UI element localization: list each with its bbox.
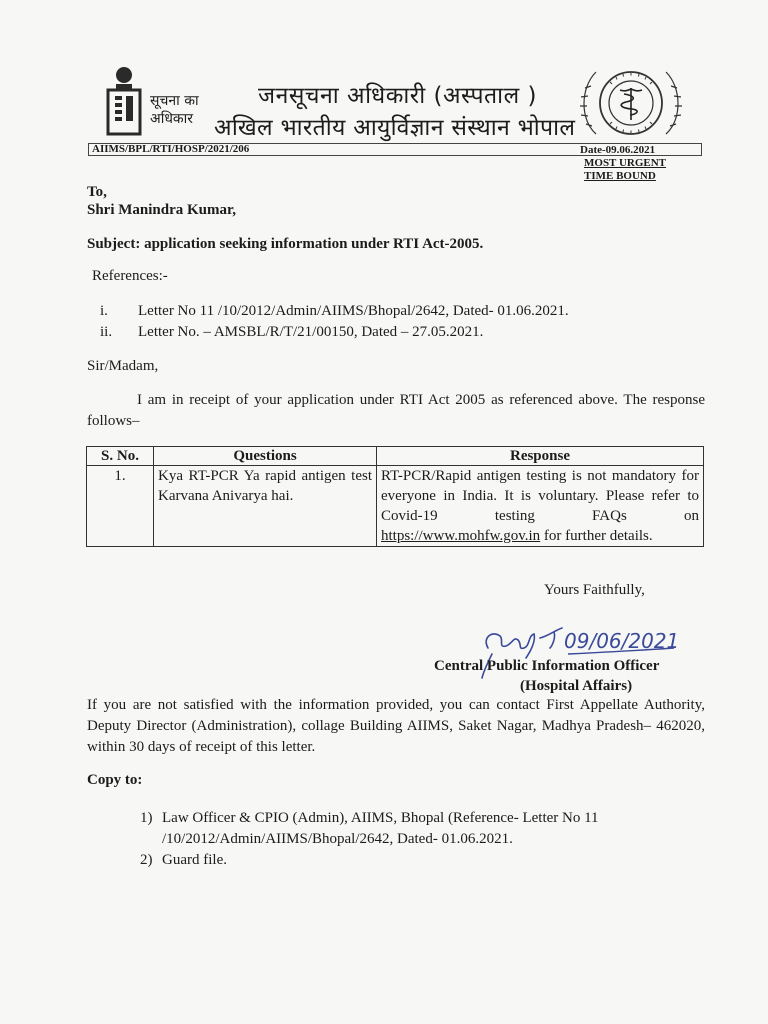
reference-number: AIIMS/BPL/RTI/HOSP/2021/206	[92, 143, 250, 155]
row-question: Kya RT-PCR Ya rapid antigen test Karvana Anivarya hai.	[154, 466, 377, 547]
row-response: RT-PCR/Rapid antigen testing is not mandatory for everyone in India. It is voluntary. Please refer to Covid-19 testing FAQs on https://www.mohfw.gov.in for further details.	[377, 466, 704, 547]
appeal-note: If you are not satisfied with the information provided, you can contact First Appellate Authority, Deputy Director (Administration), collage Building AIIMS, Saket Nagar, Madhya Pradesh– 462020, within 30 days of receipt of this letter.	[87, 697, 705, 755]
table-row	[87, 466, 704, 547]
subject-line: Subject: application seeking information under RTI Act-2005.	[87, 236, 484, 252]
rti-response-table	[86, 446, 704, 547]
intro-paragraph: I am in receipt of your application under RTI Act 2005 as referenced above. The response follows–	[87, 392, 705, 429]
officer-department: (Hospital Affairs)	[520, 678, 633, 694]
header-sno: S. No.	[87, 447, 154, 466]
priority-stamp: MOST URGENT TIME BOUND	[584, 157, 667, 182]
references-label: References:-	[92, 268, 168, 284]
header-response: Response	[377, 447, 704, 466]
rti-logo-text: सूचना का अधिकार	[150, 93, 199, 127]
svg-text:09/06/2021: 09/06/2021	[564, 629, 680, 653]
institute-title-hindi: अखिल भारतीय आयुर्विज्ञान संस्थान भोपाल	[214, 115, 576, 141]
officer-designation: Central Public Information Officer	[434, 658, 660, 674]
rti-logo-icon	[104, 66, 144, 138]
header-questions: Questions	[154, 447, 377, 466]
copy-to-label: Copy to:	[87, 772, 143, 788]
letter-date: Date-09.06.2021	[580, 144, 656, 156]
office-title-hindi: जनसूचना अधिकारी (अस्पताल )	[258, 83, 537, 109]
rti-response-letter: सूचना का अधिकार जनसूचना अधिकारी (अस्पताल ) अखिल भारतीय आयुर्विज्ञान संस्थान भोपाल AIIMS/BPL/RTI/HOSP/2021/206 Date-09.06.2021 MOST URGENT TIME BOUND To, Shri Manindra Kumar, Subject: application seeking information under RTI Act-2005. References:- i. Letter No 11 /10/2012/Admin/AIIMS/Bhopal/2642, Dated- 01.06.2021. ii. Letter No. – AMSBL/R/T/21/00150, Dated – 27.05.2021. Sir/Madam, I am in receipt of your application under RTI Act 2005 as referenced above. The response follows– S. No. Questions Response 1. Kya RT-PCR Ya rapid antigen test Karvana Anivarya hai. RT-PCR/Rapid antigen testing is not mandatory for everyone in India. It is voluntary. Please refer to Covid-19 testing FAQs on https://www.mohfw.gov.in for further details. Yours Faithfully, 09/06/2021 Central Public Information Officer (Hospital Affairs) If you are not satisfied with the information provided, you can contact First Appellate Authority, Deputy Director (Administration), collage Building AIIMS, Saket Nagar, Madhya Pradesh– 462020, within 30 days of receipt of this letter. Copy to: 1) Law Officer & CPIO (Admin), AIIMS, Bhopal (Reference- Letter No 11 /10/2012/Admin/AIIMS/Bhopal/2642, Dated- 01.06.2021. 2) Guard file.	[0, 0, 768, 1024]
row-sno: 1.	[87, 466, 154, 547]
aiims-seal-icon	[574, 62, 688, 146]
closing-yours: Yours Faithfully,	[544, 582, 645, 598]
table-header-row	[87, 447, 704, 466]
mohfw-link[interactable]: https://www.mohfw.gov.in	[381, 528, 541, 544]
addressee-name: Shri Manindra Kumar,	[87, 202, 237, 218]
salutation: Sir/Madam,	[87, 358, 159, 374]
to-label: To,	[87, 184, 107, 200]
